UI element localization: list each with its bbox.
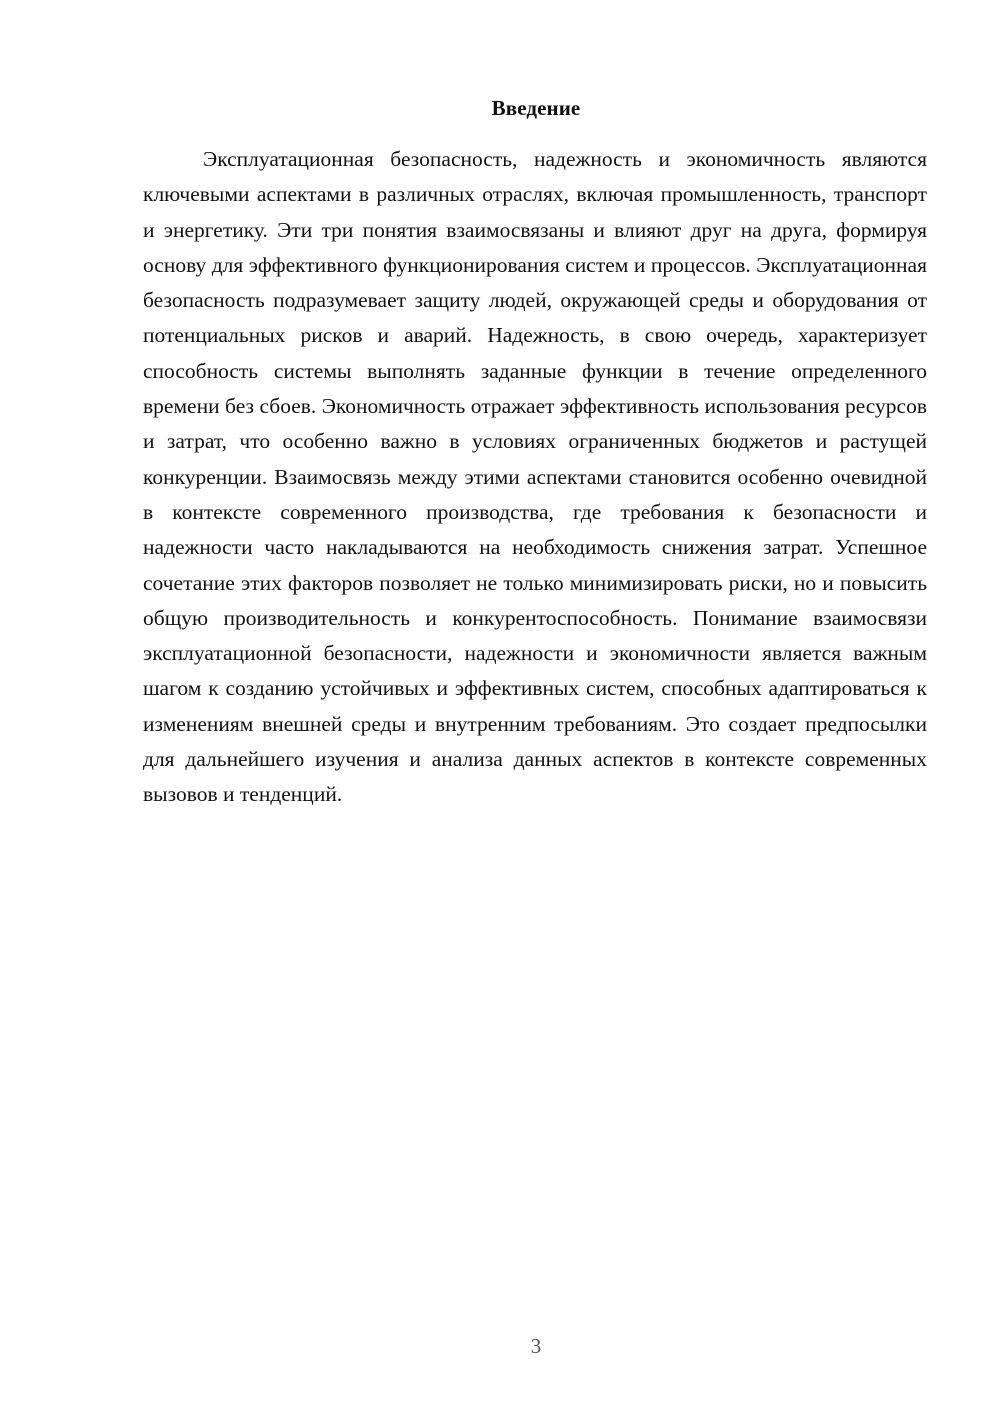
intro-paragraph: Эксплуатационная безопасность, надежность и экономичность являются ключевыми аспектами в различных отраслях, включая промышленность, транспорт и энергетику. Эти три понятия взаимосвязаны и влияют друг на друга, формируя основу для эффективного функционирования систем и процессов. Эксплуатационная безопасность подразумевает защиту людей, окружающей среды и оборудования от потенциальных рисков и аварий. Надежность, в свою очередь, характеризует способность системы выполнять заданные функции в течение определенного времени без сбоев. Экономичность отражает эффективность использования ресурсов и затрат, что особенно важно в условиях ограниченных бюджетов и растущей конкуренции. Взаимосвязь между этими аспектами становится особенно очевидной в контексте современного производства, где требования к безопасности и надежности часто накладываются на необходимость снижения затрат. Успешное сочетание этих факторов позволяет не только минимизировать риски, но и повысить общую производительность и конкурентоспособность. Понимание взаимосвязи эксплуатационной безопасности, надежности и экономичности является важным шагом к созданию устойчивых и эффективных систем, способных адаптироваться к изменениям внешней среды и внутренним требованиям. Это создает предпосылки для дальнейшего изучения и анализа данных аспектов в контексте современных вызовов и тенденций. [143,147,927,807]
page-number: 3 [530,1334,542,1358]
section-heading: Введение [491,96,581,120]
